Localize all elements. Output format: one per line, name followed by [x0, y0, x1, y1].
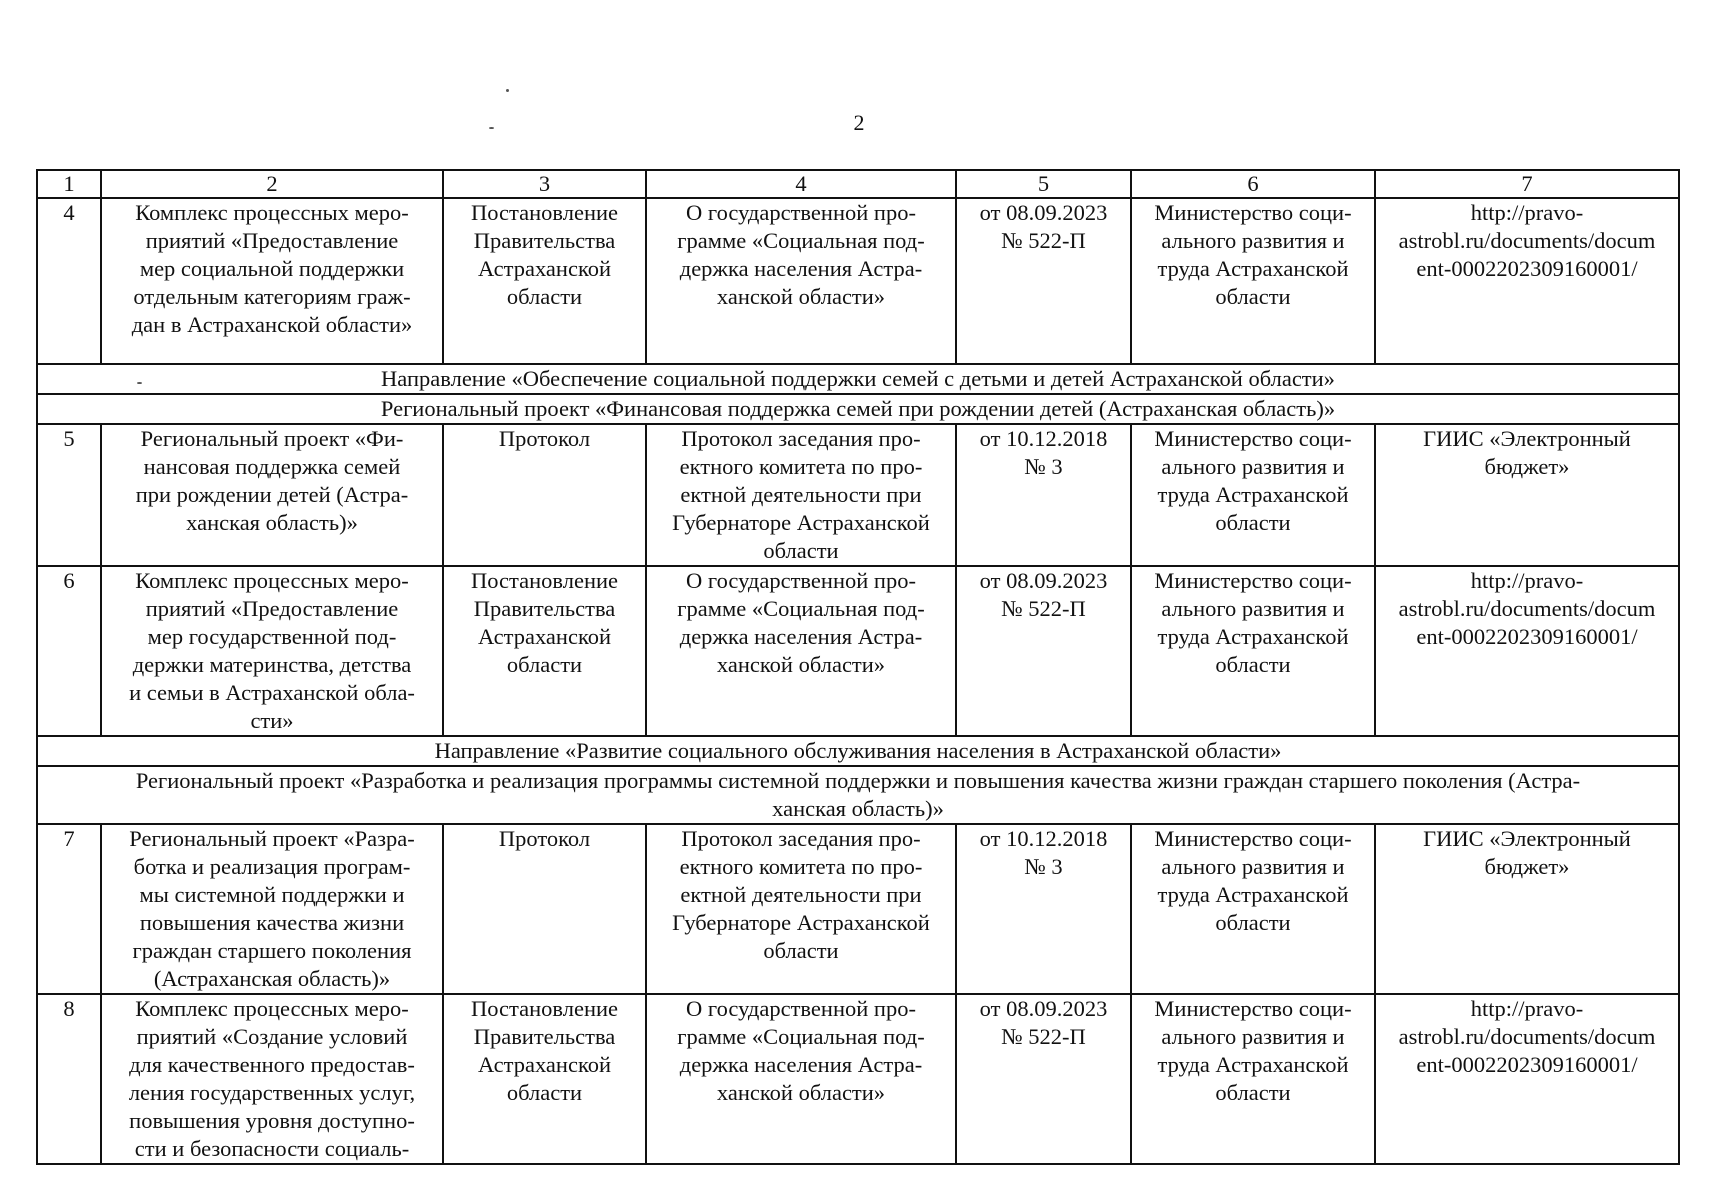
event-name-line: Региональный проект «Разра-: [129, 826, 415, 851]
document-date-line: от 08.09.2023: [979, 200, 1108, 225]
column-number-cell: 2: [101, 170, 443, 198]
event-name-line: Комплекс процессных меро-: [135, 996, 409, 1021]
executor-line: Министерство соци-: [1154, 826, 1352, 851]
table-body: [37, 170, 1679, 1164]
source-cell: [1375, 566, 1679, 736]
document-title-cell: [646, 994, 956, 1164]
executor-line: труда Астраханской: [1157, 882, 1349, 907]
executor-line: области: [1215, 1080, 1291, 1105]
source-line: http://pravo-: [1470, 200, 1584, 225]
document-title-line: Протокол заседания про-: [681, 426, 921, 451]
event-name-line: Комплекс процессных меро-: [135, 568, 409, 593]
column-number-row: [37, 170, 1679, 198]
section-heading-row: [37, 394, 1679, 424]
row-number-cell: 7: [37, 824, 101, 994]
document-type-line: области: [506, 652, 583, 677]
event-name-line: ления государственных услуг,: [128, 1080, 416, 1105]
executor-cell: [1131, 198, 1375, 364]
document-date-line: № 3: [1024, 854, 1063, 879]
document-date-line: от 08.09.2023: [979, 996, 1108, 1021]
column-number-cell: 5: [956, 170, 1131, 198]
row-number-cell: 6: [37, 566, 101, 736]
document-date-cell: [956, 198, 1131, 364]
section-heading-row: [37, 766, 1679, 824]
executor-cell: [1131, 994, 1375, 1164]
document-title-cell: [646, 566, 956, 736]
executor-line: ального развития и: [1161, 454, 1345, 479]
column-number-cell: 7: [1375, 170, 1679, 198]
column-number-cell: 3: [443, 170, 646, 198]
executor-line: области: [1215, 910, 1291, 935]
document-date-cell: [956, 824, 1131, 994]
document-title-cell: [646, 824, 956, 994]
event-name-line: приятий «Предоставление: [145, 596, 399, 621]
document-type-line: Правительства: [473, 228, 616, 253]
executor-line: труда Астраханской: [1157, 256, 1349, 281]
event-name-line: Комплекс процессных меро-: [135, 200, 409, 225]
document-type-line: Астраханской: [477, 256, 612, 281]
table-row: [37, 198, 1679, 364]
executor-line: области: [1215, 510, 1291, 535]
document-date-cell: [956, 566, 1131, 736]
document-type-line: Астраханской: [477, 1052, 612, 1077]
event-name-cell: [101, 566, 443, 736]
source-cell: [1375, 994, 1679, 1164]
table-row: [37, 424, 1679, 566]
section-heading-cell: [37, 394, 1679, 424]
section-heading-cell: [37, 736, 1679, 766]
section-heading-cell: [37, 364, 1679, 394]
column-number-cell: 1: [37, 170, 101, 198]
document-title-cell: [646, 198, 956, 364]
source-line: ГИИС «Электронный: [1423, 826, 1631, 851]
document-type-cell: [443, 994, 646, 1164]
page-number: 2: [853, 110, 865, 135]
source-line: http://pravo-: [1470, 568, 1584, 593]
table-row: [37, 994, 1679, 1164]
event-name-line: держки материнства, детства: [132, 652, 412, 677]
executor-line: труда Астраханской: [1157, 1052, 1349, 1077]
document-title-line: держка населения Астра-: [679, 624, 923, 649]
section-heading-cell: [37, 766, 1679, 824]
source-cell: [1375, 424, 1679, 566]
executor-line: ального развития и: [1161, 1024, 1345, 1049]
scan-speck: [506, 89, 509, 92]
event-name-line: граждан старшего поколения: [132, 938, 412, 963]
document-title-line: О государственной про-: [686, 996, 916, 1021]
executor-line: области: [1215, 652, 1291, 677]
document-table: [36, 169, 1680, 1165]
document-title-line: О государственной про-: [686, 200, 916, 225]
executor-cell: [1131, 824, 1375, 994]
document-date-line: № 522-П: [1001, 596, 1086, 621]
event-name-cell: [101, 198, 443, 364]
executor-line: ального развития и: [1161, 228, 1345, 253]
document-title-line: грамме «Социальная под-: [677, 228, 925, 253]
section-heading-row: [37, 364, 1679, 394]
executor-line: ального развития и: [1161, 596, 1345, 621]
document-title-line: держка населения Астра-: [679, 1052, 923, 1077]
table-row: [37, 824, 1679, 994]
document-title-line: грамме «Социальная под-: [677, 1024, 925, 1049]
document-title-line: ханской области»: [716, 652, 886, 677]
source-line: ent-0002202309160001/: [1416, 624, 1638, 649]
event-name-line: и семьи в Астраханской обла-: [129, 680, 415, 705]
source-line: ent-0002202309160001/: [1416, 256, 1638, 281]
section-heading-line: ханская область)»: [772, 796, 944, 821]
event-name-line: дан в Астраханской области»: [131, 312, 413, 337]
document-title-cell: [646, 424, 956, 566]
document-type-line: Правительства: [473, 596, 616, 621]
document-type-cell: [443, 824, 646, 994]
executor-line: труда Астраханской: [1157, 482, 1349, 507]
document-type-line: Астраханской: [477, 624, 612, 649]
event-name-line: приятий «Предоставление: [145, 228, 399, 253]
event-name-line: мер социальной поддержки: [139, 256, 405, 281]
column-number-cell: 4: [646, 170, 956, 198]
document-type-line: Постановление: [470, 996, 619, 1021]
executor-line: Министерство соци-: [1154, 200, 1352, 225]
document-title-line: грамме «Социальная под-: [677, 596, 925, 621]
document-title-line: ектного комитета по про-: [679, 854, 923, 879]
document-date-cell: [956, 994, 1131, 1164]
document-type-line: Правительства: [473, 1024, 616, 1049]
row-number-cell: 8: [37, 994, 101, 1164]
document-type-line: области: [506, 284, 583, 309]
source-line: ent-0002202309160001/: [1416, 1052, 1638, 1077]
event-name-cell: [101, 994, 443, 1164]
document-title-line: ханской области»: [716, 1080, 886, 1105]
document-title-line: Протокол заседания про-: [681, 826, 921, 851]
document-title-line: области: [763, 938, 839, 963]
document-type-line: Постановление: [470, 568, 619, 593]
section-heading-row: [37, 736, 1679, 766]
section-heading-line: Направление «Развитие социального обслуживания населения в Астраханской области»: [434, 738, 1282, 763]
executor-cell: [1131, 424, 1375, 566]
event-name-line: ханская область)»: [186, 510, 358, 535]
section-heading-line: Региональный проект «Финансовая поддержка семей при рождении детей (Астраханская область)»: [380, 396, 1336, 421]
event-name-line: повышения качества жизни: [139, 910, 405, 935]
row-number-cell: 5: [37, 424, 101, 566]
section-heading-line: Региональный проект «Разработка и реализация программы системной поддержки и повышения качества жизни граждан старшего поколения (Астра-: [135, 768, 1581, 793]
document-date-line: № 3: [1024, 454, 1063, 479]
document-date-line: от 10.12.2018: [979, 426, 1108, 451]
event-name-line: для качественного предостав-: [129, 1052, 415, 1077]
source-line: astrobl.ru/documents/docum: [1398, 1024, 1656, 1049]
executor-line: области: [1215, 284, 1291, 309]
event-name-line: ботка и реализация програм-: [133, 854, 411, 879]
source-line: ГИИС «Электронный: [1423, 426, 1631, 451]
event-name-line: отдельным категориям граж-: [133, 284, 411, 309]
event-name-line: сти и безопасности социаль-: [134, 1136, 410, 1161]
document-title-line: ханской области»: [716, 284, 886, 309]
source-line: astrobl.ru/documents/docum: [1398, 596, 1656, 621]
document-type-cell: [443, 198, 646, 364]
source-line: бюджет»: [1484, 854, 1570, 879]
document-title-line: ектной деятельности при: [680, 482, 922, 507]
document-date-line: от 08.09.2023: [979, 568, 1108, 593]
document-type-line: Протокол: [498, 426, 591, 451]
executor-line: труда Астраханской: [1157, 624, 1349, 649]
event-name-line: при рождении детей (Астра-: [135, 482, 409, 507]
document-type-cell: [443, 424, 646, 566]
executor-line: ального развития и: [1161, 854, 1345, 879]
event-name-line: повышения уровня доступно-: [129, 1108, 415, 1133]
executor-line: Министерство соци-: [1154, 568, 1352, 593]
scan-speck: [489, 127, 494, 129]
event-name-line: (Астраханская область)»: [153, 966, 391, 991]
event-name-line: сти»: [250, 708, 294, 733]
table-row: [37, 566, 1679, 736]
executor-line: Министерство соци-: [1154, 996, 1352, 1021]
document-title-line: ектного комитета по про-: [679, 454, 923, 479]
document-date-line: № 522-П: [1001, 228, 1086, 253]
column-number-cell: 6: [1131, 170, 1375, 198]
source-line: бюджет»: [1484, 454, 1570, 479]
event-name-cell: [101, 424, 443, 566]
document-date-cell: [956, 424, 1131, 566]
source-cell: [1375, 824, 1679, 994]
source-line: astrobl.ru/documents/docum: [1398, 228, 1656, 253]
source-cell: [1375, 198, 1679, 364]
document-title-line: ектной деятельности при: [680, 882, 922, 907]
executor-line: Министерство соци-: [1154, 426, 1352, 451]
document-title-line: области: [763, 538, 839, 563]
event-name-line: нансовая поддержка семей: [143, 454, 401, 479]
document-type-line: Протокол: [498, 826, 591, 851]
document-title-line: Губернаторе Астраханской: [672, 510, 930, 535]
event-name-line: приятий «Создание условий: [136, 1024, 408, 1049]
section-heading-line: Направление «Обеспечение социальной поддержки семей с детьми и детей Астраханской области»: [381, 366, 1335, 391]
document-date-line: № 522-П: [1001, 1024, 1086, 1049]
document-title-line: держка населения Астра-: [679, 256, 923, 281]
document-type-cell: [443, 566, 646, 736]
row-number-cell: 4: [37, 198, 101, 364]
source-line: http://pravo-: [1470, 996, 1584, 1021]
event-name-line: Региональный проект «Фи-: [140, 426, 404, 451]
document-title-line: О государственной про-: [686, 568, 916, 593]
document-date-line: от 10.12.2018: [979, 826, 1108, 851]
event-name-line: мы системной поддержки и: [139, 882, 405, 907]
document-type-line: Постановление: [470, 200, 619, 225]
executor-cell: [1131, 566, 1375, 736]
document-type-line: области: [506, 1080, 583, 1105]
event-name-cell: [101, 824, 443, 994]
event-name-line: мер государственной под-: [147, 624, 397, 649]
document-title-line: Губернаторе Астраханской: [672, 910, 930, 935]
